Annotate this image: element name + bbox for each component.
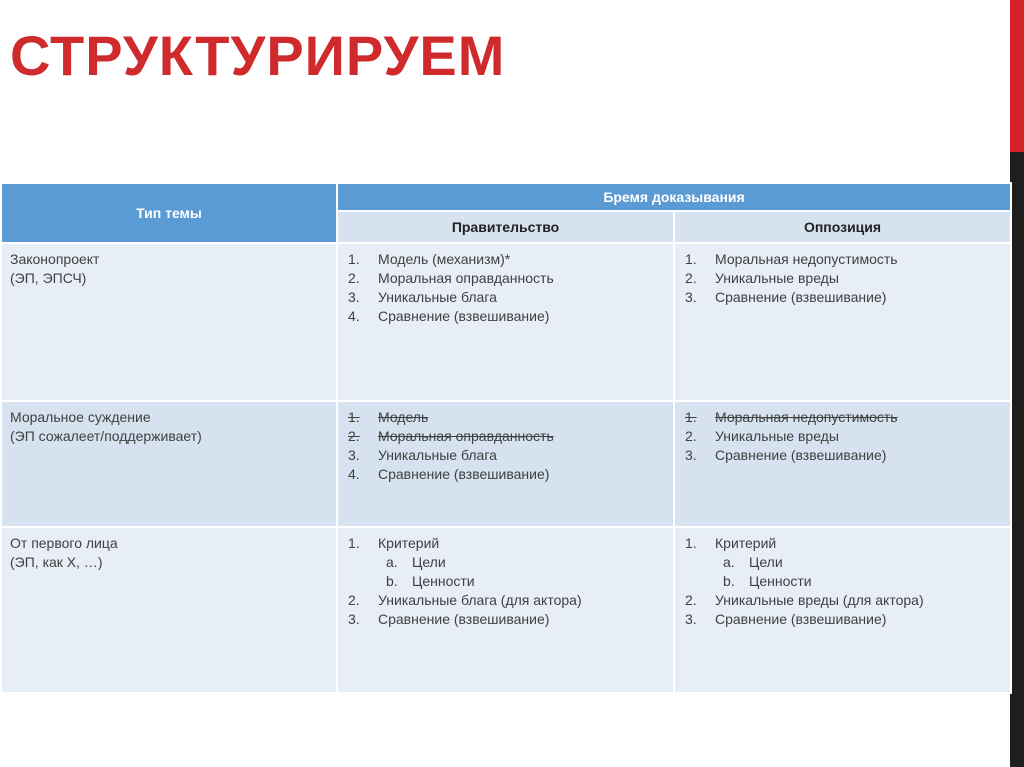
list-item: 4. Сравнение (взвешивание) [348, 308, 550, 324]
list-item-struck: 1. Модель [348, 409, 429, 425]
list-item: 2. Моральная оправданность [348, 270, 554, 286]
row-type-subtitle: (ЭП, как Х, …) [10, 554, 103, 570]
list-item: 1. Критерий [348, 535, 440, 551]
government-list [337, 243, 674, 401]
list-subitem: b. Ценности [386, 573, 475, 589]
header-opposition: Оппозиция [674, 211, 1011, 243]
list-item: 3. Сравнение (взвешивание) [348, 611, 550, 627]
slide-title: СТРУКТУРИРУЕМ [10, 24, 506, 87]
list-item: 3. Сравнение (взвешивание) [685, 289, 887, 305]
opposition-list [674, 401, 1011, 527]
header-government: Правительство [337, 211, 674, 243]
list-item-struck: 1. Моральная недопустимость [685, 409, 898, 425]
table-row [1, 243, 1011, 401]
list-item: 3. Уникальные блага [348, 289, 497, 305]
list-item: 3. Уникальные блага [348, 447, 497, 463]
list-item: 1. Моральная недопустимость [685, 251, 898, 267]
side-accent-red [1010, 0, 1024, 152]
row-type-title: Законопроект [10, 251, 100, 267]
list-item: 3. Сравнение (взвешивание) [685, 447, 887, 463]
opposition-list [674, 243, 1011, 401]
list-item: 1. Модель (механизм)* [348, 251, 511, 267]
government-list [337, 527, 674, 693]
list-subitem: a. Цели [723, 554, 783, 570]
row-type-subtitle: (ЭП сожалеет/поддерживает) [10, 428, 202, 444]
row-type-subtitle: (ЭП, ЭПСЧ) [10, 270, 87, 286]
list-item: 3. Сравнение (взвешивание) [685, 611, 887, 627]
row-type-cell [1, 243, 337, 401]
row-type-title: От первого лица [10, 535, 118, 551]
header-type: Тип темы [1, 183, 337, 243]
list-subitem: a. Цели [386, 554, 446, 570]
government-list [337, 401, 674, 527]
list-item: 1. Критерий [685, 535, 777, 551]
opposition-list [674, 527, 1011, 693]
table-row [1, 527, 1011, 693]
list-item: 2. Уникальные вреды [685, 270, 839, 286]
row-type-cell [1, 401, 337, 527]
list-item: 2. Уникальные блага (для актора) [348, 592, 582, 608]
list-item: 2. Уникальные вреды (для актора) [685, 592, 924, 608]
debate-structure-table [0, 182, 1012, 694]
row-type-title: Моральное суждение [10, 409, 151, 425]
header-burden: Бремя доказывания [337, 183, 1011, 211]
table-row [1, 401, 1011, 527]
side-accent-dark [1010, 152, 1024, 767]
row-type-cell [1, 527, 337, 693]
list-item: 4. Сравнение (взвешивание) [348, 466, 550, 482]
list-item: 2. Уникальные вреды [685, 428, 839, 444]
list-item-struck: 2. Моральная оправданность [348, 428, 554, 444]
list-subitem: b. Ценности [723, 573, 812, 589]
